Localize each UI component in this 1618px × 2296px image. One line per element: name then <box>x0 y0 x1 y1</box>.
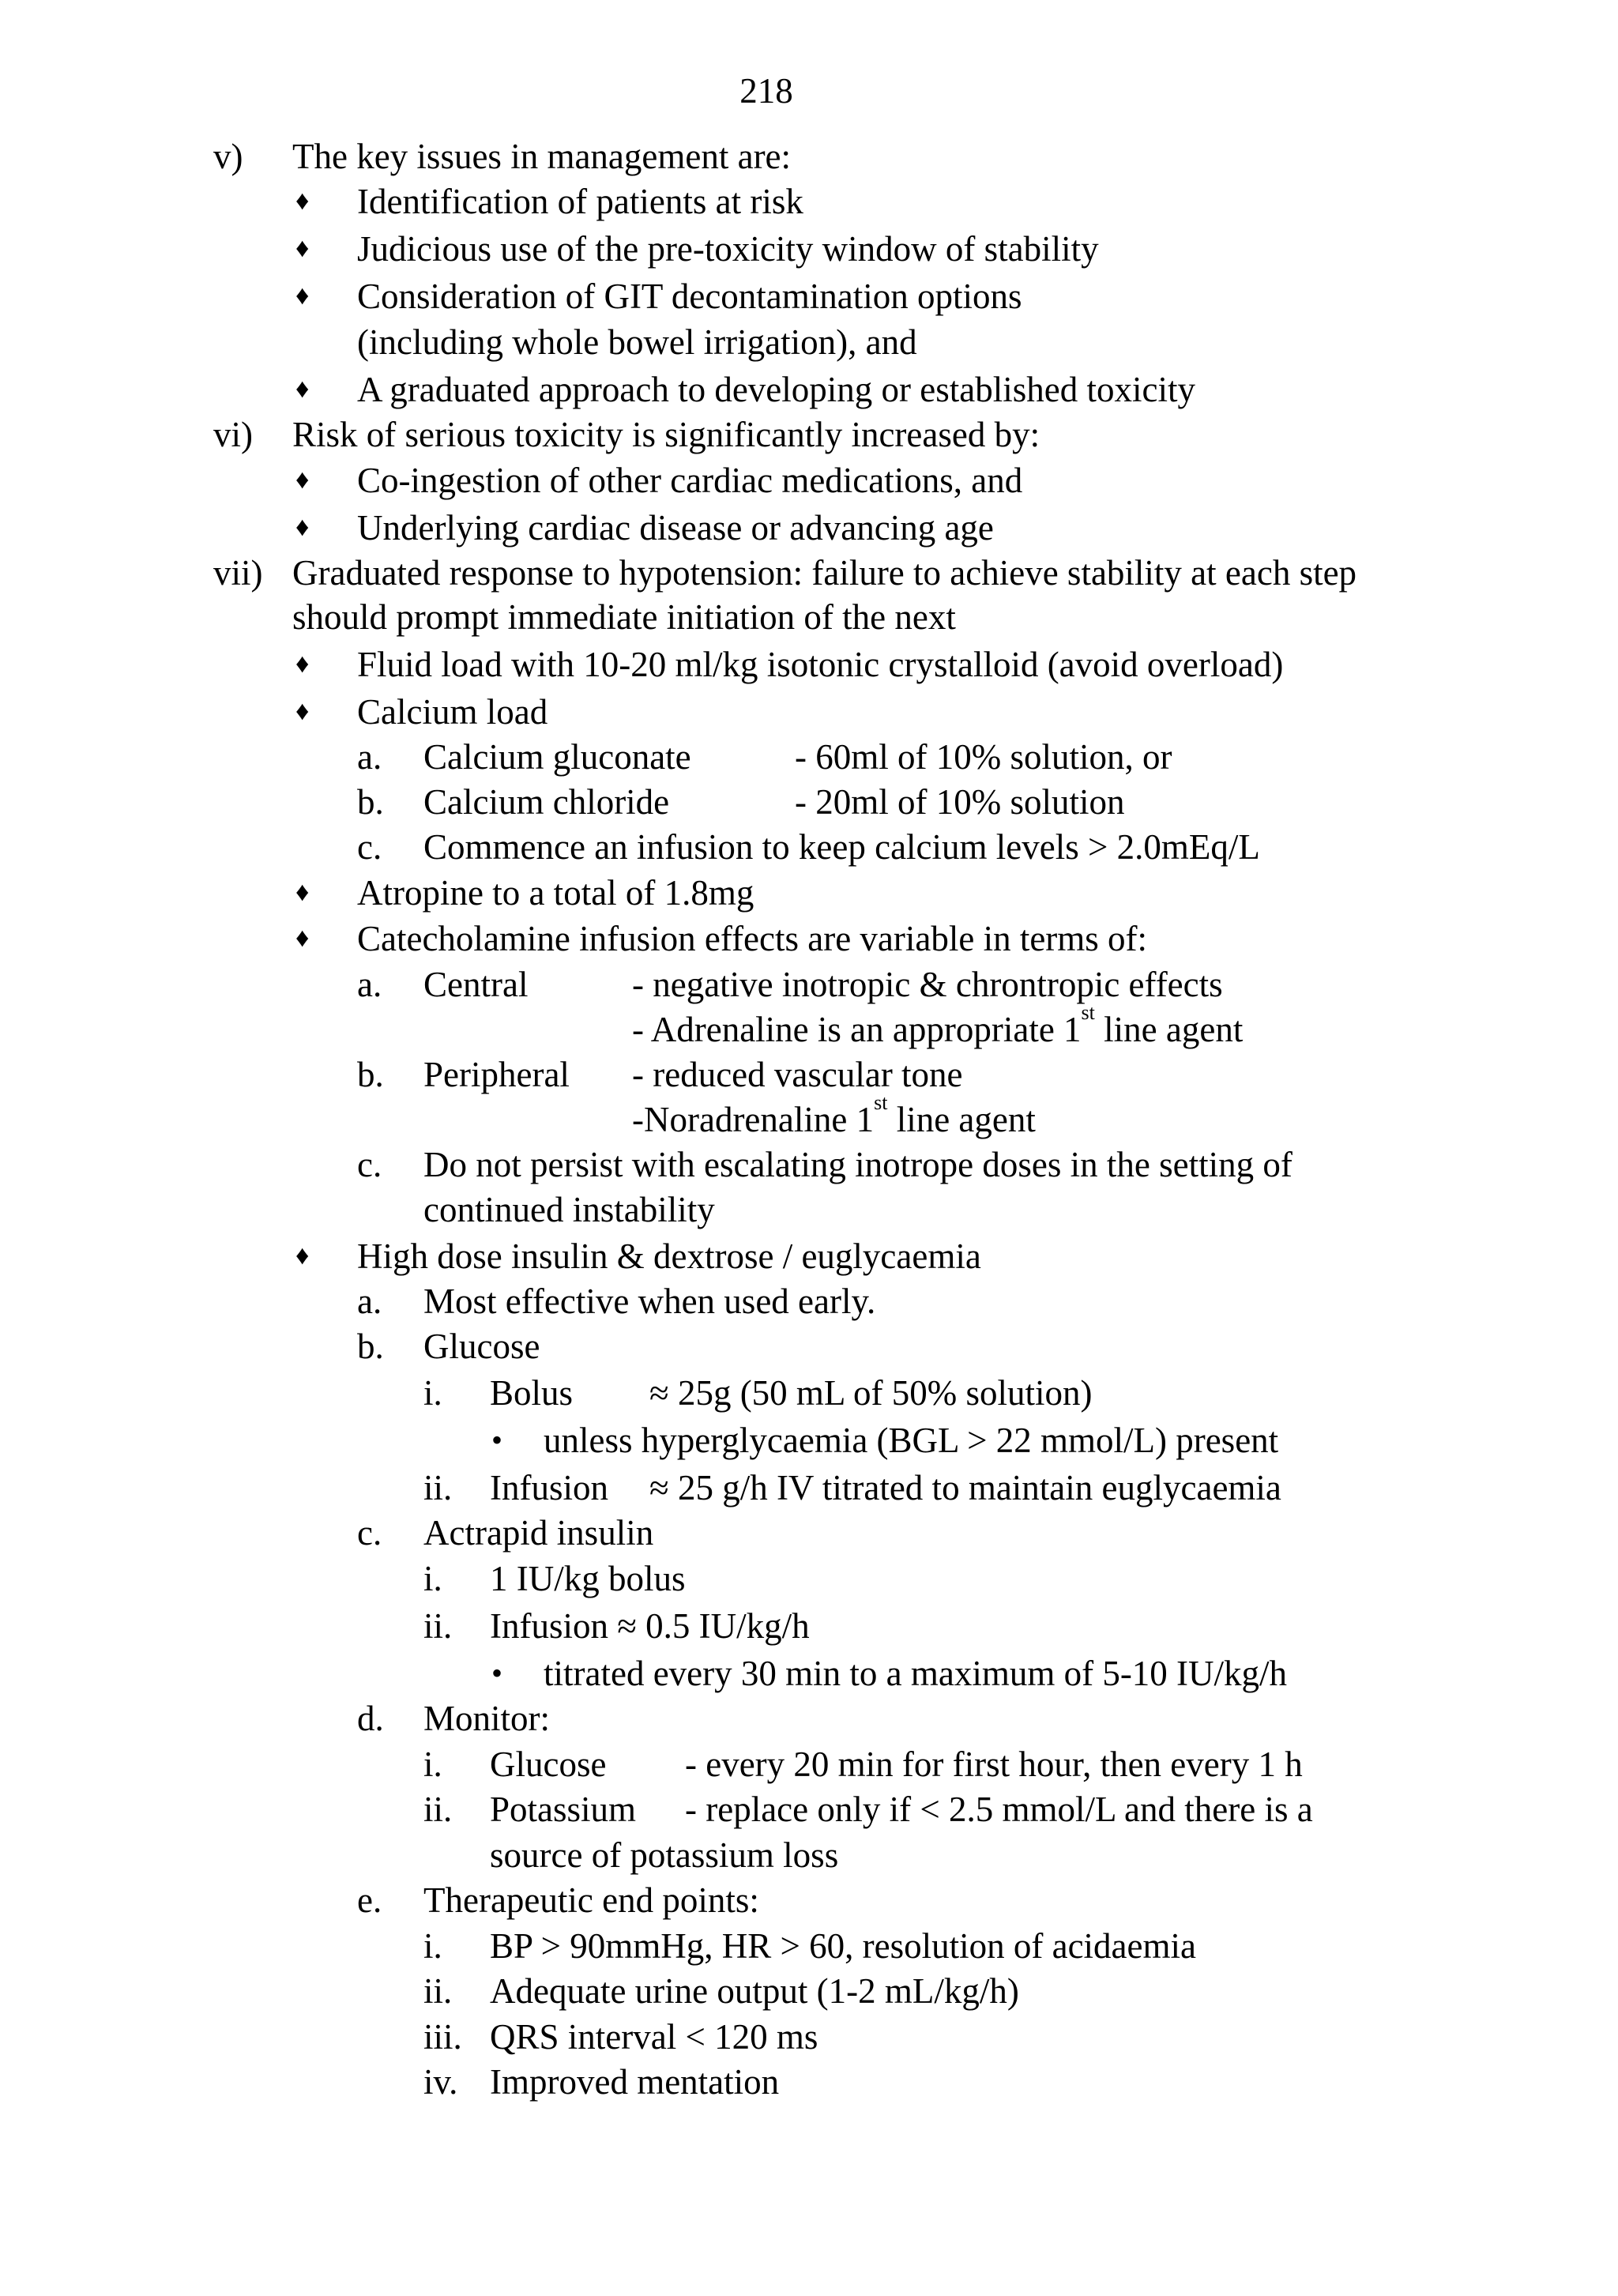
document-page: 218 v) The key issues in management are: ♦ Identification of patients at risk ♦ Judicious use of the pre-toxicity window of stability ♦ Consideration of GIT decontamination options (including whole bowel irrigation), and ♦ A graduated approach to developing or established toxicity vi) Risk of serious toxicity is significantly increased by: ♦ Co-ingestion of other cardiac medications, and ♦ Underlying cardiac disease or advancing age vii) Graduated response to hypotension: failure to achieve stability at each step should prompt immediate initiation of the next ♦ Fluid load with 10-20 ml/kg isotonic crystalloid (avoid overload) ♦ Calcium load a. Calcium gluconate - 60ml of 10% solution, or b. Calcium chloride - 20ml of 10% solution c. Commence an infusion to keep calcium levels > 2.0mEq/L ♦ Atropine to a total of 1.8mg ♦ Catecholamine infusion effects are variable in terms of: a. Central - negative inotropic & chrontropic effects - Adrenaline is an appropriate 1st line agent b. Peripheral - reduced vascular tone -Noradrenaline 1st line agent c. Do not persist with escalating inotrope doses in the setting of continued instability ♦ High dose insulin & dextrose / euglycaemia a. Most effective when used early. b. Glucose i. Bolus ≈ 25g (50 mL of 50% solution) • unless hyperglycaemia (BGL > 22 mmol/L) present ii. Infusion ≈ 25 g/h IV titrated to maintain euglycaemia c. Actrapid insulin i. 1 IU/kg bolus ii. Infusion ≈ 0.5 IU/kg/h • titrated every 30 min to a maximum of 5-10 IU/kg/h d. Monitor: i. Glucose - every 20 min for first hour, then every 1 h ii. Potassium - replace only if < 2.5 mmol/L and there is a source of potassium loss e. Therapeutic end points: i. BP > 90mmHg, HR > 60, resolution of acidaemia ii. Adequate urine output (1-2 mL/kg/h) iii. QRS interval < 120 ms iv. Improved mentation <box>0 0 1618 2296</box>
diamond-bullet-icon: ♦ <box>295 878 310 907</box>
diamond-bullet-icon: ♦ <box>295 281 310 311</box>
diamond-bullet-icon: ♦ <box>295 186 310 216</box>
section-number: v) <box>213 137 243 176</box>
diamond-bullet-icon: ♦ <box>295 375 310 404</box>
diamond-bullet-icon: ♦ <box>295 697 310 726</box>
diamond-bullet-icon: ♦ <box>295 513 310 542</box>
page-number: 218 <box>739 71 793 111</box>
section-number: vi) <box>213 415 253 454</box>
diamond-bullet-icon: ♦ <box>295 924 310 953</box>
dot-bullet-icon: • <box>491 1655 503 1691</box>
section-number: vii) <box>213 553 263 593</box>
dot-bullet-icon: • <box>491 1422 503 1458</box>
section-heading: The key issues in management are: <box>292 137 792 176</box>
section-heading: Graduated response to hypotension: failure to achieve stability at each step <box>292 553 1357 593</box>
diamond-bullet-icon: ♦ <box>295 649 310 679</box>
section-heading: Risk of serious toxicity is significantly increased by: <box>292 415 1040 454</box>
diamond-bullet-icon: ♦ <box>295 1241 310 1270</box>
diamond-bullet-icon: ♦ <box>295 234 310 263</box>
diamond-bullet-icon: ♦ <box>295 465 310 495</box>
